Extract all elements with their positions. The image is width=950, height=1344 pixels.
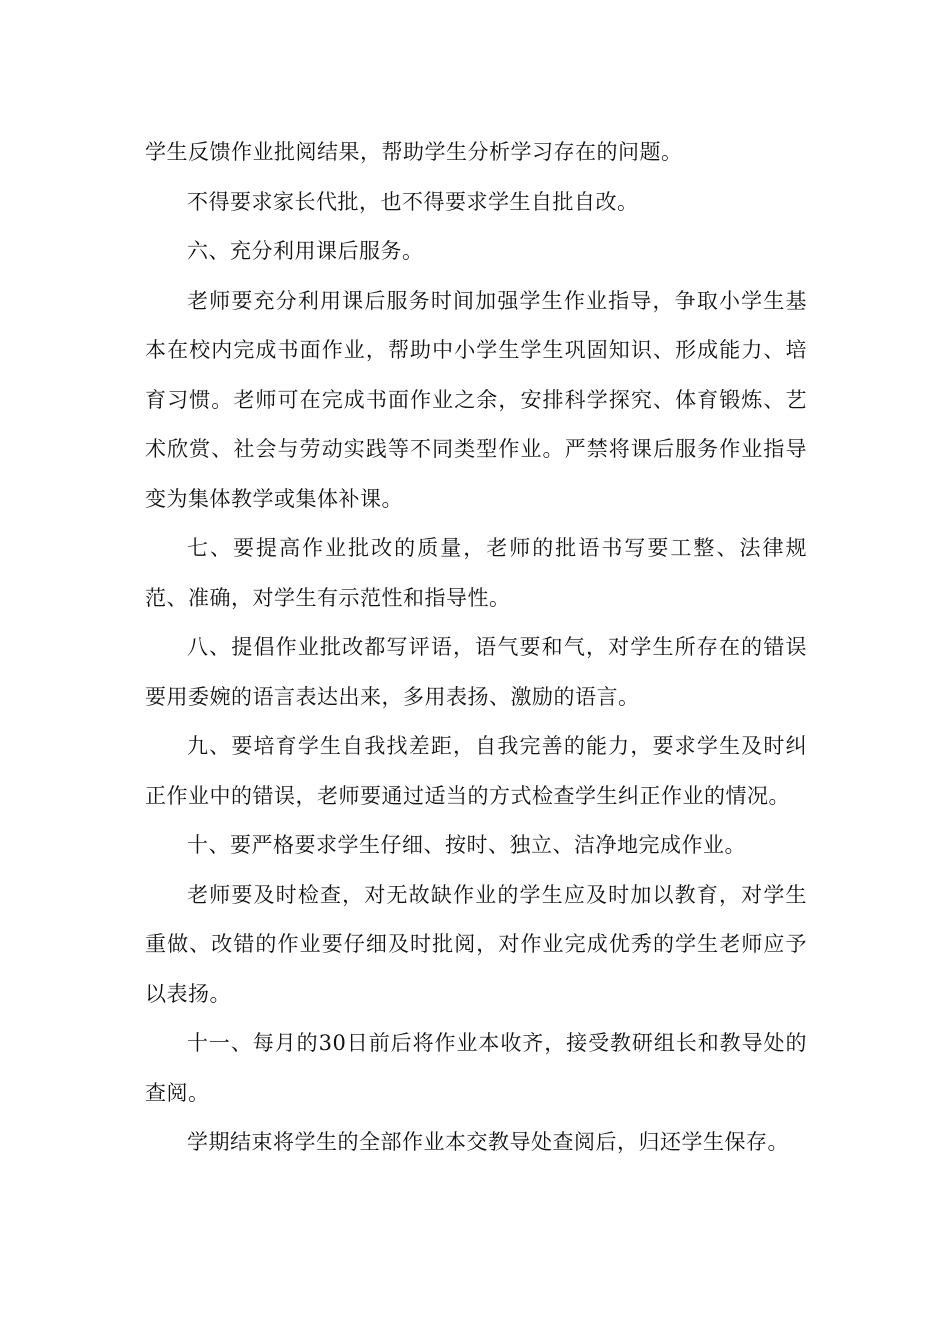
paragraph-continuation: 学生反馈作业批阅结果，帮助学生分析学习存在的问题。	[145, 140, 683, 164]
paragraph-item-7: 七、要提高作业批改的质量，老师的批语书写要工整、法律规范、准确，对学生有示范性和指导性。	[145, 536, 807, 610]
paragraph-item-10: 十、要严格要求学生仔细、按时、独立、洁净地完成作业。	[187, 833, 746, 857]
paragraph-item-9: 九、要培育学生自我找差距，自我完善的能力，要求学生及时纠正作业中的错误，老师要通过适当的方式检查学生纠正作业的情况。	[145, 734, 807, 808]
paragraph-semester-end: 学期结束将学生的全部作业本交教导处查阅后，归还学生保存。	[187, 1130, 789, 1154]
paragraph-after-school-service: 老师要充分利用课后服务时间加强学生作业指导，争取小学生基本在校内完成书面作业，帮助中小学生学生巩固知识、形成能力、培育习惯。老师可在完成书面作业之余，安排科学探究、体育锻炼、艺术欣赏、社会与劳动实践等不同类型作业。严禁将课后服务作业指导变为集体教学或集体补课。	[145, 288, 807, 511]
document-body	[145, 128, 807, 1168]
paragraph-no-parent-grading: 不得要求家长代批，也不得要求学生自批自改。	[187, 189, 639, 214]
paragraph-item-11: 十一、每月的30日前后将作业本收齐，接受教研组长和教导处的查阅。	[145, 1031, 807, 1105]
paragraph-item-8: 八、提倡作业批改都写评语，语气要和气，对学生所存在的错误要用委婉的语言表达出来，多用表扬、激励的语言。	[145, 635, 807, 709]
heading-item-6: 六、充分利用课后服务。	[187, 239, 424, 263]
paragraph-teacher-check: 老师要及时检查，对无故缺作业的学生应及时加以教育，对学生重做、改错的作业要仔细及时批阅，对作业完成优秀的学生老师应予以表扬。	[145, 882, 807, 1006]
